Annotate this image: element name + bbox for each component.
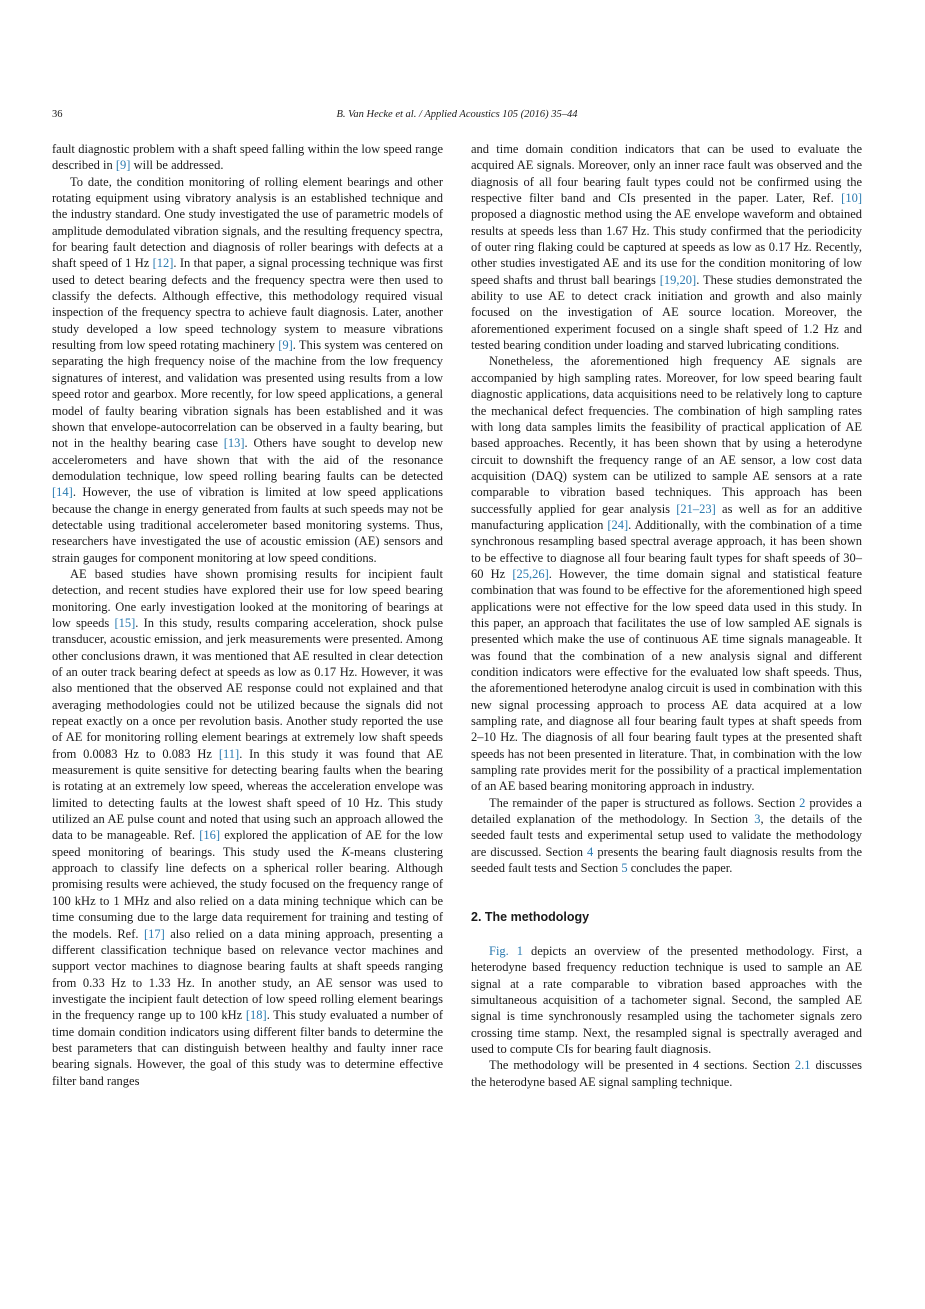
citation-link[interactable]: [10] (841, 191, 862, 206)
page-header (52, 109, 862, 125)
citation-link[interactable]: [14] (52, 485, 73, 500)
citation-link[interactable]: [15] (114, 615, 136, 630)
paragraph: The remainder of the paper is structured as follows. Section 2 provides a detailed explanation of the methodology. In Section 3, the details of the seeded fault tests and experimental setup used to validate the methodology are discussed. Section 4 presents the bearing fault diagnosis results from the seeded fault tests and Section 5 concludes the paper. (471, 795, 862, 876)
section-link[interactable]: 4 (587, 844, 594, 859)
section-link[interactable]: 2.1 (794, 1058, 811, 1073)
citation-link[interactable]: [21–23] (676, 501, 716, 516)
citation-link[interactable]: [19,20] (659, 272, 697, 287)
right-column (471, 141, 862, 1090)
section-link[interactable]: 2 (799, 795, 806, 810)
section-heading: 2. The methodology (471, 910, 590, 925)
citation-link[interactable]: [16] (199, 828, 221, 843)
citation-link[interactable]: [24] (607, 517, 629, 532)
citation-link[interactable]: [18] (245, 1008, 267, 1023)
page-number: 36 (52, 109, 63, 120)
left-column (52, 141, 443, 1089)
paragraph: Fig. 1 depicts an overview of the presented methodology. First, a heterodyne based frequency reduction technique is used to sample an AE signal at a rate comparable to vibration based approaches with the simultaneous acquisition of a tachometer signal. Second, the sampled AE signal is time synchronously resampled using the tachometer signals zero crossing time stamp. Next, the resampled signal is spectrally averaged and used to compute CIs for bearing fault diagnosis. (471, 943, 862, 1056)
section-link[interactable]: 5 (621, 861, 628, 876)
citation-link[interactable]: [11] (218, 746, 240, 761)
paragraph: The methodology will be presented in 4 sections. Section 2.1 discusses the heterodyne based AE signal sampling technique. (471, 1058, 863, 1089)
paragraph: fault diagnostic problem with a shaft speed falling within the low speed range described in [9] will be addressed. (52, 142, 443, 173)
paragraph: To date, the condition monitoring of rolling element bearings and other rotating equipment using vibratory analysis is an established technique and the industry standard. One study investigated the use of parametric models of amplitude demodulated vibration signals, and the resulting frequency spectra, for bearing fault detection and diagnosis of roller bearings with defects at a shaft speed of 1 Hz [12]. In that paper, a signal processing technique was first used to detect bearing defects and the frequency spectra were then used to classify the defects. Although effective, this methodology required visual inspection of the frequency spectra to achieve fault diagnosis. Later, another study developed a low speed technology system to measure vibrations resulting from low speed rotating machinery [9]. This system was centered on separating the high frequency noise of the machine from the low frequency signatures of interest, and validation was presented using results from a low speed rotor and gearbox. More recently, for low speed applications, a general model of faulty bearing vibration signals has been established and it was shown that envelope-autocorrelation can be observed in a faulty bearing, but not in the healthy bearing case [13]. Others have sought to develop new accelerometers and have shown that with the aid of the resonance demodulation technique, low speed rolling bearing faults can be detected [14]. However, the use of vibration is limited at low speed applications because the change in energy generated from faults at such speeds may not be detectable using traditional accelerometer based monitoring systems. Thus, researchers have investigated the use of acoustic emission (AE) sensors and strain gauges for component monitoring at low speed conditions. (52, 174, 443, 565)
paragraph: AE based studies have shown promising results for incipient fault detection, and recent studies have explored their use for low speed bearing monitoring. One early investigation looked at the monitoring of bearings at low speeds [15]. In this study, results comparing acceleration, shock pulse transducer, acoustic emission, and jerk measurements were presented. Among other conclusions drawn, it was mentioned that AE resulted in clear detection of an outer track bearing defect at speeds as low as 0.17 Hz. However, it was also mentioned that the observed AE response could not explained and that averaging methodologies could not be utilized because the signals did not repeat exactly on a once per revolution basis. Another study reported the use of AE for monitoring rolling element bearings at extremely low shaft speeds from 0.0083 Hz to 0.083 Hz [11]. In this study it was found that AE measurement is quite sensitive for detecting bearing faults when the bearing is rotating at an extremely low speed, whereas the acceleration envelope was limited to detecting faults at the lowest shaft speed of 10 Hz. This study utilized an AE pulse count and noted that using such an approach allowed the data to be manageable. Ref. [16] explored the application of AE for the low speed monitoring of bearings. This study used the K-means clustering approach to classify line defects on a spherical roller bearing. Although promising results were achieved, the study focused on the frequency range of 100 kHz to 1 MHz and also relied on a data mining technique which can be time consuming due to the large data requirement for training and testing of the models. Ref. [17] also relied on a data mining approach, presenting a different classification technique based on relevance vector machines and support vector machines to diagnose bearing faults at shaft speeds ranging from 0.33 Hz to 1.33 Hz. In another study, an AE sensor was used to investigate the incipient fault detection of low speed rolling element bearings in the frequency range up to 100 kHz [18]. This study evaluated a number of time domain condition indicators using different filter bands to determine the best parameters that can distinguish between healthy and faulty inner race bearing signals. However, the goal of this study was to determine effective filter band ranges (52, 566, 444, 1088)
citation-link[interactable]: [25,26] (512, 566, 549, 581)
citation-link[interactable]: [9] (115, 158, 131, 173)
running-head: B. Van Hecke et al. / Applied Acoustics 105 (2016) 35–44 (336, 109, 578, 120)
citation-link[interactable]: [9] (278, 338, 293, 353)
paragraph: and time domain condition indicators that can be used to evaluate the acquired AE signals. Moreover, only an inner race fault was observed and the diagnosis of all four bearing fault types could not be confirmed using the respective filter band and CIs presented in the paper. Later, Ref. [10] proposed a diagnostic method using the AE envelope waveform and obtained results at speeds less than 1.67 Hz. This study confirmed that the periodicity of outer ring flaking could be captured at speeds as low as 0.17 Hz. Recently, other studies investigated AE and its use for the condition monitoring of low speed shafts and thrust ball bearings [19,20]. These studies demonstrated the ability to use AE to detect crack initiation and growth and also mainly focused on the investigation of AE source location. Moreover, the aforementioned experiment focused on a single shaft speed of 1.2 Hz and tested bearing condition under loading and starved lubricating conditions. (471, 142, 862, 353)
citation-link[interactable]: [12] (152, 256, 174, 271)
section-link[interactable]: 3 (754, 812, 761, 827)
citation-link[interactable]: [13] (223, 436, 245, 451)
paragraph: Nonetheless, the aforementioned high frequency AE signals are accompanied by high sampling rates. Moreover, for low speed bearing fault diagnostic applications, data acquisitions need to be relatively long to capture the mechanical defect frequencies. The combination of high sampling rates with long data samples limits the feasibility of practical application of AE based approaches. Recently, it has been shown that by using a heterodyne circuit to downshift the frequency range of an AE sensor, a low cost data acquisition (DAQ) system can be utilized to sample AE sensors at a rate comparable to vibration based techniques. This approach has been successfully applied for gear analysis [21–23] as well as for an additive manufacturing application [24]. Additionally, with the combination of a time synchronous resampling based spectral average approach, it has been shown to be effective to diagnose all four bearing fault types for shaft speeds of 30–60 Hz [25,26]. However, the time domain signal and statistical feature combination that was found to be effective for the aforementioned high speed applications were not effective for the low speed data used in this study. In this paper, an approach that facilitates the use of low sampled AE signals is presented which make the use of continuous AE time signals manageable. It was found that the combination of a new analysis signal and different condition indicators were effective for the evaluated low shaft speeds. Thus, the aforementioned heterodyne analog circuit is used in combination with this new signal processing approach to process AE data acquired at a low sampling rate, and diagnose all four bearing fault types at shaft speeds from 2–10 Hz. The diagnosis of all four bearing fault types at the presented shaft speeds has not been presented in literature. That, in combination with the low sampling rate provides merit for the possibility of a practical implementation of an AE based bearing monitoring approach in industry. (471, 354, 863, 794)
citation-link[interactable]: [17] (143, 926, 165, 941)
figure-link[interactable]: Fig. 1 (489, 943, 524, 958)
